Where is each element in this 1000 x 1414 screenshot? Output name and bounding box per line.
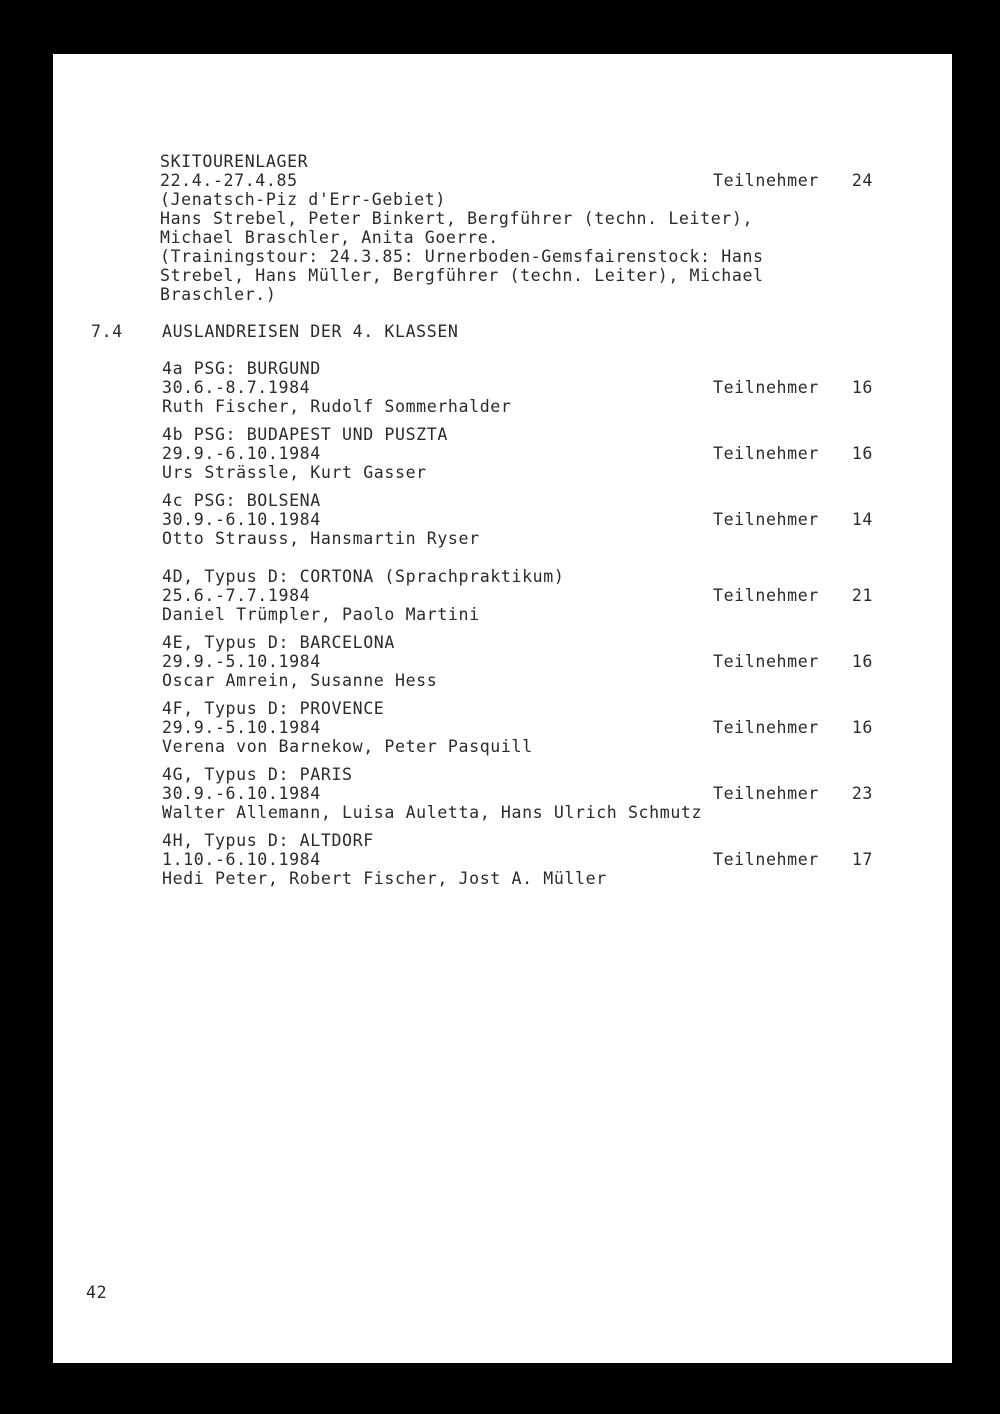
trip-participants-label: Teilnehmer: [713, 850, 819, 869]
trip-title: 4D, Typus D: CORTONA (Sprachpraktikum): [162, 567, 565, 586]
trip-leaders: Daniel Trümpler, Paolo Martini: [162, 605, 480, 624]
ski-line: (Jenatsch-Piz d'Err-Gebiet): [160, 190, 446, 209]
ski-line: (Trainingstour: 24.3.85: Urnerboden-Gemsfairenstock: Hans: [160, 247, 764, 266]
ski-line: Hans Strebel, Peter Binkert, Bergführer (techn. Leiter),: [160, 209, 754, 228]
ski-date: 22.4.-27.4.85: [160, 171, 298, 190]
trip-participants-label: Teilnehmer: [713, 586, 819, 605]
trip-leaders: Otto Strauss, Hansmartin Ryser: [162, 529, 480, 548]
trip-leaders: Verena von Barnekow, Peter Pasquill: [162, 737, 533, 756]
trip-participants-label: Teilnehmer: [713, 378, 819, 397]
trip-title: 4H, Typus D: ALTDORF: [162, 831, 374, 850]
ski-title: SKITOURENLAGER: [160, 152, 309, 171]
trip-participants-count: 14: [851, 510, 873, 529]
trip-participants-count: 21: [851, 586, 873, 605]
page-number: 42: [86, 1283, 108, 1302]
ski-line: Strebel, Hans Müller, Bergführer (techn. Leiter), Michael: [160, 266, 764, 285]
trip-participants-label: Teilnehmer: [713, 652, 819, 671]
trip-participants-count: 17: [851, 850, 873, 869]
trip-leaders: Hedi Peter, Robert Fischer, Jost A. Müller: [162, 869, 607, 888]
trip-title: 4a PSG: BURGUND: [162, 359, 321, 378]
trip-participants-count: 23: [851, 784, 873, 803]
trip-participants-count: 16: [851, 718, 873, 737]
trip-participants-label: Teilnehmer: [713, 510, 819, 529]
trip-title: 4c PSG: BOLSENA: [162, 491, 321, 510]
document-page: [53, 54, 952, 1363]
trip-participants-count: 16: [851, 652, 873, 671]
ski-participants-count: 24: [851, 171, 873, 190]
trip-leaders: Urs Strässle, Kurt Gasser: [162, 463, 427, 482]
section-number: 7.4: [91, 322, 123, 341]
trip-date: 25.6.-7.7.1984: [162, 586, 311, 605]
trip-participants-label: Teilnehmer: [713, 444, 819, 463]
trip-leaders: Ruth Fischer, Rudolf Sommerhalder: [162, 397, 512, 416]
trip-title: 4b PSG: BUDAPEST UND PUSZTA: [162, 425, 448, 444]
trip-date: 29.9.-5.10.1984: [162, 718, 321, 737]
trip-title: 4G, Typus D: PARIS: [162, 765, 353, 784]
ski-line: Braschler.): [160, 285, 277, 304]
trip-date: 1.10.-6.10.1984: [162, 850, 321, 869]
trip-date: 30.6.-8.7.1984: [162, 378, 311, 397]
trip-date: 30.9.-6.10.1984: [162, 510, 321, 529]
trip-title: 4E, Typus D: BARCELONA: [162, 633, 395, 652]
ski-line: Michael Braschler, Anita Goerre.: [160, 228, 499, 247]
ski-participants-label: Teilnehmer: [713, 171, 819, 190]
trip-date: 30.9.-6.10.1984: [162, 784, 321, 803]
trip-title: 4F, Typus D: PROVENCE: [162, 699, 385, 718]
trip-participants-count: 16: [851, 378, 873, 397]
trip-date: 29.9.-6.10.1984: [162, 444, 321, 463]
trip-participants-count: 16: [851, 444, 873, 463]
trip-participants-label: Teilnehmer: [713, 784, 819, 803]
trip-leaders: Walter Allemann, Luisa Auletta, Hans Ulrich Schmutz: [162, 803, 703, 822]
trip-participants-label: Teilnehmer: [713, 718, 819, 737]
section-title: AUSLANDREISEN DER 4. KLASSEN: [162, 322, 459, 341]
trip-leaders: Oscar Amrein, Susanne Hess: [162, 671, 438, 690]
trip-date: 29.9.-5.10.1984: [162, 652, 321, 671]
